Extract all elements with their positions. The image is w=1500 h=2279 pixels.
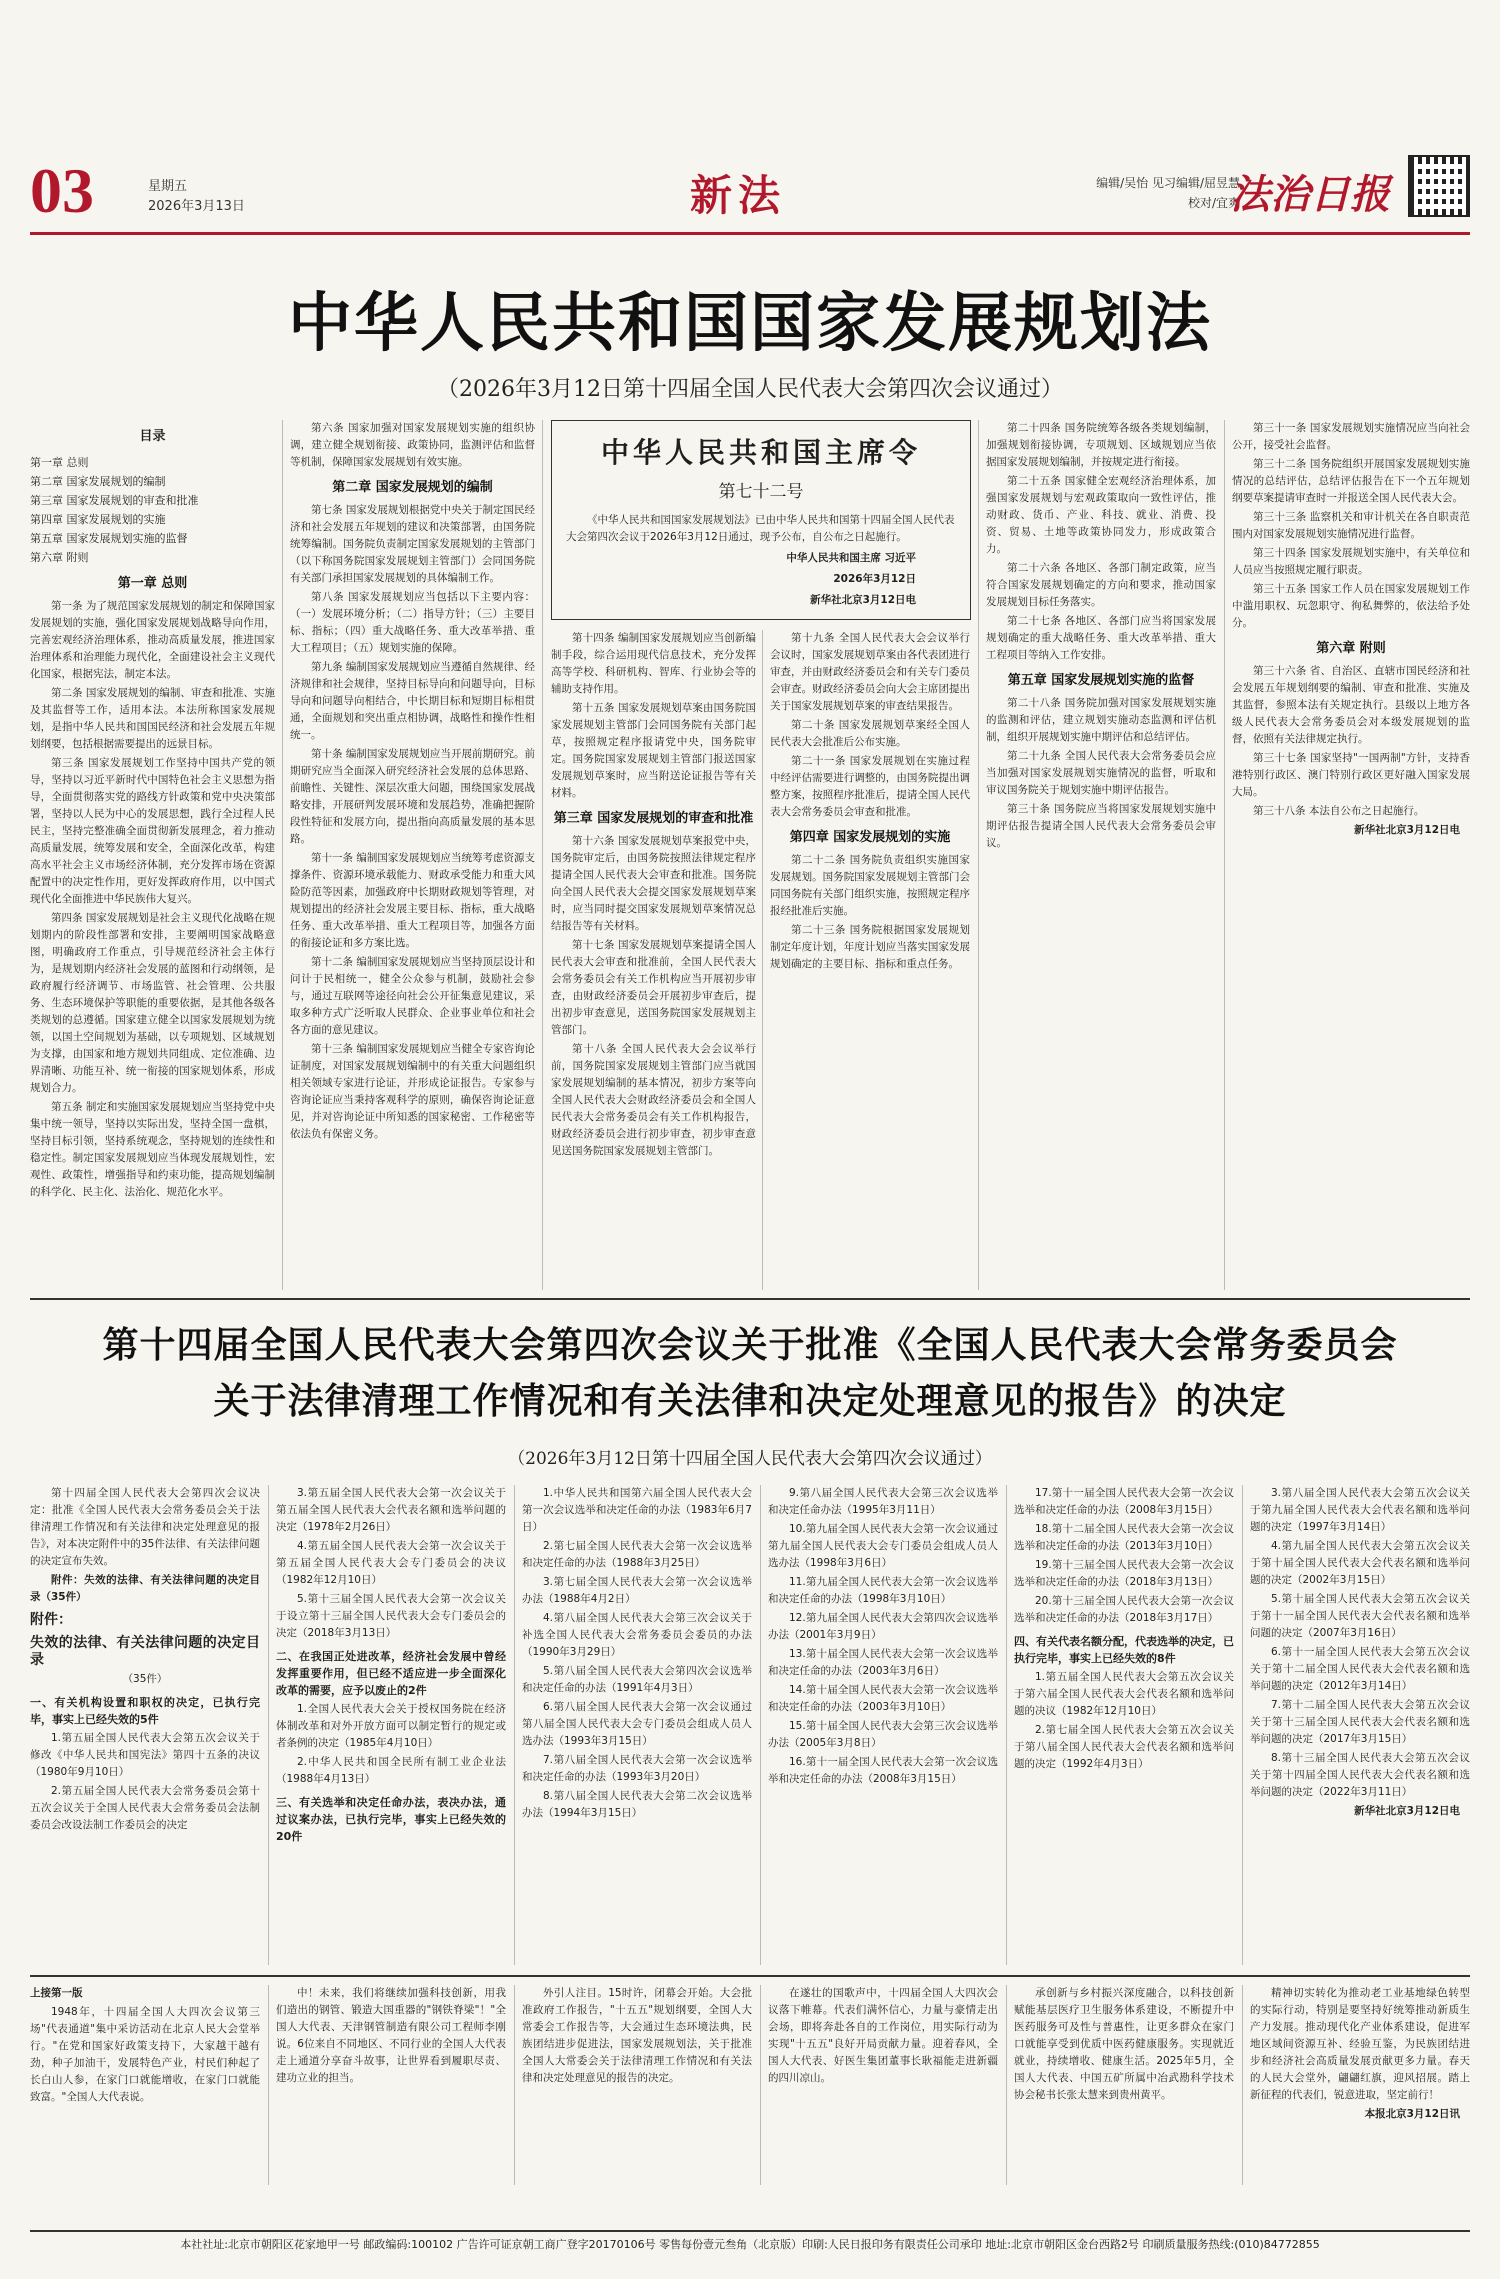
annex-item: 2.第七届全国人民代表大会第五次会议关于第八届全国人民代表大会代表名额和选举问题的决定（1992年4月3日）	[1014, 1724, 1234, 1770]
article: 第二十六条 各地区、各部门制定政策，应当符合国家发展规划确定的方向和要求，推动国家发展规划目标任务落实。	[986, 562, 1216, 608]
chapter-heading: 第二章 国家发展规划的编制	[332, 480, 493, 495]
annex-item: 1.第五届全国人民代表大会第五次会议关于修改《中华人民共和国宪法》第四十五条的决议（1980年9月10日）	[30, 1732, 260, 1778]
column-divider	[760, 1985, 761, 2185]
story-paragraph: 外引人注目。15时许，闭幕会开始。大会批准政府工作报告，"十五五"规划纲要，全国人大常委会工作报告等，大会通过生态环境法典，民族团结进步促进法，国家发展规划法，关于批准全国人大常委会关于法律清理工作情况和有关法律和决定处理意见的报告的决定。	[522, 1987, 752, 2084]
annex-item: 7.第八届全国人民代表大会第一次会议选举和决定任命的办法（1993年3月20日）	[522, 1754, 752, 1783]
article: 第二十二条 国务院负责组织实施国家发展规划。国务院国家发展规划主管部门会同国务院有关部门组织实施，按照规定程序报经批准后实施。	[770, 854, 970, 917]
toc-item: 第三章 国家发展规划的审查和批准	[30, 494, 199, 507]
annex-item: 17.第十一届全国人民代表大会第一次会议选举和决定任命的办法（2008年3月15日）	[1014, 1487, 1234, 1516]
law-column-2	[290, 420, 535, 1290]
story-column-2	[276, 1985, 506, 2185]
article: 第一条 为了规范国家发展规划的制定和保障国家发展规划的实施，强化国家发展规划战略导向作用，完善宏观经济治理体系，推动高质量发展，推进国家治理体系和治理能力现代化，全面建设社会主义现代化国家，根据宪法，制定本法。	[30, 600, 275, 680]
annex-count: （35件）	[122, 1673, 168, 1685]
editors-line: 编辑/吴怡 见习编辑/屈昱慧	[1096, 176, 1240, 190]
article: 第十三条 编制国家发展规划应当健全专家咨询论证制度，对国家发展规划编制中的有关重大问题组织相关领域专家进行论证，并形成论证报告。专家参与咨询论证应当秉持客观科学的原则，确保咨询论证意见，并对咨询论证中所知悉的国家秘密、工作秘密等依法负有保密义务。	[290, 1043, 535, 1140]
issue-info	[148, 177, 245, 217]
annex-item: 1.第五届全国人民代表大会第五次会议关于第六届全国人民代表大会代表名额和选举问题的决议（1982年12月10日）	[1014, 1671, 1234, 1717]
annex-item: 8.第八届全国人民代表大会第二次会议选举办法（1994年3月15日）	[522, 1790, 752, 1819]
article: 第十六条 国家发展规划草案报党中央，国务院审定后，由国务院按照法律规定程序提请全国人民代表大会审查和批准。国务院向全国人民代表大会提交国家发展规划草案时，应当同时提交国家发展规划草案情况总结报告等有关材料。	[551, 835, 756, 932]
law-body	[30, 420, 1470, 1290]
decision-title-line-1: 第十四届全国人民代表大会第四次会议关于批准《全国人民代表大会常务委员会	[102, 1324, 1398, 1366]
article: 第十一条 编制国家发展规划应当统筹考虑资源支撑条件、资源环境承载能力、财政承受能力和重大风险防范等因素，加强政府中长期财政规划等管理，对规划提出的经济社会发展主要目标、指标，重大战略任务、重大改革举措、重大工程项目等，加强各方面的衔接论证和多方案比选。	[290, 852, 535, 949]
law-column-4	[770, 630, 970, 1290]
article: 第十九条 全国人民代表大会会议举行会议时，国家发展规划草案由各代表团进行审查，并由财政经济委员会和有关专门委员会审查。财政经济委员会向大会主席团提出关于国家发展规划草案的审查结果报告。	[770, 632, 970, 712]
law-subtitle: （2026年3月12日第十四届全国人民代表大会第四次会议通过）	[437, 377, 1063, 402]
decision-column-3	[522, 1485, 752, 1965]
annex-item: 7.第十二届全国人民代表大会第五次会议关于第十三届全国人民代表大会代表名额和选举问题的决定（2017年3月15日）	[1250, 1699, 1470, 1745]
annex-item: 15.第十届全国人民代表大会第三次会议选举办法（2005年3月8日）	[768, 1720, 998, 1749]
issue-date: 2026年3月13日	[148, 199, 245, 214]
publisher-footer: 本社社址:北京市朝阳区花家地甲一号 邮政编码:100102 广告许可证京朝工商广登字20170106号 零售每份壹元叁角（北京版）印刷:人民日报印务有限责任公司承印 地址:北京市朝阳区金台西路2号 印刷质量服务热线:(010)84772855	[30, 2230, 1470, 2260]
dateline: 新华社北京3月12日电	[1354, 1805, 1460, 1817]
annex-item: 3.第八届全国人民代表大会第五次会议关于第九届全国人民代表大会代表名额和选举问题的决定（1997年3月14日）	[1250, 1487, 1470, 1533]
story-paragraph: 在遂壮的国歌声中，十四届全国人大四次会议落下帷幕。代表们满怀信心，力量与豪情走出会场，即将奔赴各自的工作岗位，用实际行动为实现"十五五"良好开局贡献力量。迎着春风，全国人大代表、好医生集团董事长耿福能走进新疆的四川凉山。	[768, 1987, 998, 2084]
annex-item: 2.第五届全国人民代表大会常务委员会第十五次会议关于全国人民代表大会常务委员会法制委员会改设法制工作委员会的决定	[30, 1785, 260, 1831]
annex-item: 9.第八届全国人民代表大会第三次会议选举和决定任命办法（1995年3月11日）	[768, 1487, 998, 1516]
article: 第三条 国家发展规划工作坚持中国共产党的领导，坚持以习近平新时代中国特色社会主义思想为指导，全面贯彻落实党的路线方针政策和党中央决策部署，坚持以人民为中心的发展思想，践行全过程人民民主，坚持完整准确全面贯彻新发展理念，着力推动高质量发展，统筹发展和安全，全面深化改革，构建高水平社会主义市场经济体制，充分发挥市场在资源配置中的决定性作用，更好发挥政府作用，以中国式现代化全面推进中华民族伟大复兴。	[30, 757, 275, 905]
toc-item: 第六章 附则	[30, 551, 89, 564]
column-divider	[1242, 1985, 1243, 2185]
annex-item: 6.第八届全国人民代表大会第一次会议通过第八届全国人民代表大会专门委员会组成人员人选办法（1993年3月15日）	[522, 1701, 752, 1747]
article: 第三十五条 国家工作人员在国家发展规划工作中滥用职权、玩忽职守、徇私舞弊的，依法给予处分。	[1232, 583, 1470, 629]
annex-item: 5.第十三届全国人民代表大会第一次会议关于设立第十三届全国人民代表大会专门委员会的决定（2018年3月13日）	[276, 1593, 506, 1639]
article: 第二十一条 国家发展规划在实施过程中经评估需要进行调整的，由国务院提出调整方案，按照程序批准后，提请全国人民代表大会常务委员会审查和批准。	[770, 755, 970, 818]
law-title: 中华人民共和国国家发展规划法	[288, 286, 1212, 361]
order-dateline: 新华社北京3月12日电	[810, 594, 916, 606]
annex-part-heading: 四、有关代表名额分配，代表选举的决定，已执行完毕，事实上已经失效的8件	[1014, 1635, 1234, 1665]
article: 第三十三条 监察机关和审计机关在各自职责范围内对国家发展规划实施情况进行监督。	[1232, 511, 1470, 540]
decision-body	[30, 1485, 1470, 1965]
story-column-3	[522, 1985, 752, 2185]
dateline: 本报北京3月12日讯	[1364, 2108, 1460, 2120]
article: 第六条 国家加强对国家发展规划实施的组织协调，建立健全规划衔接、政策协同，监测评估和监督等机制，保障国家发展规划有效实施。	[290, 422, 535, 468]
section-name: 新法	[690, 171, 787, 220]
decision-column-1	[30, 1485, 260, 1965]
article: 第十四条 编制国家发展规划应当创新编制手段，综合运用现代信息技术，充分发挥高等学校、科研机构、智库、行业协会等的辅助支持作用。	[551, 632, 756, 695]
annex-part-heading: 一、有关机构设置和职权的决定，已执行完毕，事实上已经失效的5件	[30, 1696, 260, 1726]
chapter-heading: 第三章 国家发展规划的审查和批准	[553, 811, 754, 826]
chapter-heading: 第四章 国家发展规划的实施	[789, 830, 951, 845]
decision-column-5	[1014, 1485, 1234, 1965]
story-column-5	[1014, 1985, 1234, 2185]
article: 第二条 国家发展规划的编制、审查和批准、实施及其监督等工作，适用本法。本法所称国家发展规划，是指中华人民共和国国民经济和社会发展五年规划纲要，包括根据需要提出的远景目标。	[30, 687, 275, 750]
article: 第十八条 全国人民代表大会会议举行前，国务院国家发展规划主管部门应当就国家发展规划编制的基本情况，初步方案等向全国人民代表大会财政经济委员会和全国人民代表大会常务委员会有关工作机构报告，财政经济委员会进行初步审查，初步审查意见送国务院国家发展规划主管部门。	[551, 1043, 756, 1157]
continued-story	[30, 1985, 1470, 2185]
toc-item: 第四章 国家发展规划的实施	[30, 513, 166, 526]
column-divider	[762, 630, 763, 1290]
annex-item: 19.第十三届全国人民代表大会第一次会议选举和决定任命的办法（2018年3月13日）	[1014, 1559, 1234, 1588]
annex-part-heading: 二、在我国正处进改革，经济社会发展中曾经发挥重要作用，但已经不适应进一步全面深化改革的需要，应予以废止的2件	[276, 1650, 506, 1697]
column-divider	[514, 1485, 515, 1965]
editors	[1096, 173, 1240, 213]
column-divider	[1242, 1485, 1243, 1965]
annex-item: 3.第五届全国人民代表大会第一次会议关于第五届全国人民代表大会代表名额和选举问题的决定（1978年2月26日）	[276, 1487, 506, 1533]
annex-item: 4.第九届全国人民代表大会第五次会议关于第十届全国人民代表大会代表名额和选举问题的决定（2002年3月15日）	[1250, 1540, 1470, 1586]
qr-code-icon	[1408, 155, 1470, 217]
toc-item: 第二章 国家发展规划的编制	[30, 475, 166, 488]
article: 第五条 制定和实施国家发展规划应当坚持党中央集中统一领导，坚持以实际出发，坚持全国一盘棋，坚持目标引领，坚持系统观念，坚持规划的连续性和稳定性。制定国家发展规划应当体现发展规划性，宏观性、政策性，增强指导和约束功能，提高规划编制的科学化、民主化、法治化、规范化水平。	[30, 1101, 275, 1198]
order-date: 2026年3月12日	[833, 573, 916, 585]
annex-item: 4.第五届全国人民代表大会第一次会议关于第五届全国人民代表大会专门委员会的决议（1982年12月10日）	[276, 1540, 506, 1586]
chapter-heading: 第一章 总则	[117, 576, 188, 591]
toc-heading: 目录	[139, 429, 166, 444]
law-column-1	[30, 420, 275, 1290]
decision-column-6	[1250, 1485, 1470, 1965]
column-divider	[268, 1985, 269, 2185]
article: 第二十五条 国家健全宏观经济治理体系，加强国家发展规划与宏观政策取向一致性评估，推动财政、货币、产业、科技、就业、消费、投资、贸易、土地等政策协同发力，形成政策合力。	[986, 475, 1216, 555]
article: 第二十四条 国务院统筹各级各类规划编制，加强规划衔接协调，专项规划、区域规划应当依据国家发展规划编制，并按规定进行衔接。	[986, 422, 1216, 468]
article: 第十五条 国家发展规划草案由国务院国家发展规划主管部门会同国务院有关部门起草，按照规定程序报请党中央，国务院审定。国务院国家发展规划主管部门报送国家发展规划草案时，应当附送论证报告等有关材料。	[551, 702, 756, 799]
toc-item: 第一章 总则	[30, 456, 89, 469]
column-divider	[268, 1485, 269, 1965]
story-paragraph: 1948年，十四届全国人大四次会议第三场"代表通道"集中采访活动在北京人民大会堂举行。"在党和国家好政策支持下，大家越干越有劲，种子加油干，发展特色产业，村民们种起了长白山人参，在家门口就能增收，在家门口就能致富。"全国人大代表说。	[30, 2006, 260, 2103]
annex-item: 12.第九届全国人民代表大会第四次会议选举办法（2001年3月9日）	[768, 1612, 998, 1641]
annex-title: 失效的法律、有关法律问题的决定目录	[30, 1635, 260, 1668]
column-divider	[760, 1485, 761, 1965]
annex-item: 10.第九届全国人民代表大会第一次会议通过第九届全国人民代表大会专门委员会组成人员人选办法（1998年3月6日）	[768, 1523, 998, 1569]
article: 第二十三条 国务院根据国家发展规划制定年度计划，年度计划应当落实国家发展规划确定的主要目标、指标和重点任务。	[770, 924, 970, 970]
chapter-heading: 第六章 附则	[1316, 641, 1386, 656]
annex-label: 附件：	[30, 1612, 72, 1628]
article: 第四条 国家发展规划是社会主义现代化战略在规划期内的阶段性部署和安排，主要阐明国家战略意图，明确政府工作重点，引导规范经济社会主体行为，是规划期内经济社会发展的蓝图和行动纲领，是政府履行经济调节、市场监管、社会管理、公共服务、生态环境保护等职能的重要依据，是其他各级各类规划的总遵循。国家建立健全以国家发展规划为统领，以国土空间规划为基础，以专项规划、区域规划为支撑，由国家和地方规划共同组成、定位准确、边界清晰、功能互补、统一衔接的国家规划体系，形成规划合力。	[30, 912, 275, 1094]
column-divider	[514, 1985, 515, 2185]
article: 第二十九条 全国人民代表大会常务委员会应当加强对国家发展规划实施情况的监督，听取和审议国务院关于规划实施中期评估报告。	[986, 750, 1216, 796]
column-divider	[978, 420, 979, 1290]
order-text: 《中华人民共和国国家发展规划法》已由中华人民共和国第十四届全国人民代表大会第四次会议于2026年3月12日通过，现予公布，自公布之日起施行。	[566, 514, 955, 543]
article: 第十条 编制国家发展规划应当开展前期研究。前期研究应当全面深入研究经济社会发展的总体思路、前瞻性、关键性、深层次重大问题，围绕国家发展战略安排，开展研判发展环境和发展趋势，准确把握阶段性特征和发展方向，提出指向高质量发展的基本思路。	[290, 748, 535, 845]
column-divider	[1224, 420, 1225, 1290]
article: 第三十七条 国家坚持"一国两制"方针，支持香港特别行政区、澳门特别行政区更好融入国家发展大局。	[1232, 752, 1470, 798]
story-column-4	[768, 1985, 998, 2185]
story-column-1	[30, 1985, 260, 2185]
attachment-note: 附件：失效的法律、有关法律问题的决定目录（35件）	[30, 1574, 260, 1603]
continued-label: 上接第一版	[30, 1987, 83, 1999]
annex-item: 3.第七届全国人民代表大会第一次会议选举办法（1988年4月2日）	[522, 1576, 752, 1605]
annex-item: 4.第八届全国人民代表大会第三次会议关于补选全国人民代表大会常务委员会委员的办法（1990年3月29日）	[522, 1612, 752, 1658]
order-signer: 中华人民共和国主席 习近平	[786, 552, 916, 564]
annex-item: 20.第十三届全国人民代表大会第一次会议选举和决定任命的办法（2018年3月17日）	[1014, 1595, 1234, 1624]
article: 第九条 编制国家发展规划应当遵循自然规律、经济规律和社会规律，坚持目标导向和问题导向，目标导向和问题导向相结合，中长期目标和短期目标相贯通，全面规划和突出重点相协调，战略性和操作性相统一。	[290, 661, 535, 741]
chapter-heading: 第五章 国家发展规划实施的监督	[1007, 673, 1195, 688]
presidential-order-box	[551, 420, 971, 620]
section-divider	[30, 1975, 1470, 1977]
story-column-6	[1250, 1985, 1470, 2185]
toc-item: 第五章 国家发展规划实施的监督	[30, 532, 188, 545]
law-column-3	[551, 630, 756, 1290]
article: 第三十二条 国务院组织开展国家发展规划实施情况的总结评估，总结评估报告在下一个五年规划纲要草案提请审查时一并报送全国人民代表大会。	[1232, 458, 1470, 504]
decision-title-line-2: 关于法律清理工作情况和有关法律和决定处理意见的报告》的决定	[213, 1380, 1287, 1422]
column-divider	[1006, 1485, 1007, 1965]
masthead	[30, 155, 1470, 235]
story-paragraph: 承创新与乡村振兴深度融合，以科技创新赋能基层医疗卫生服务体系建设，不断提升中医药服务可及性与普惠性，让更多群众在家门口就能享受到优质中医药健康服务。实现就近就业，持续增收、健康生活。2025年5月，全国人大代表、中国五矿所属中冶武勘科学技术协会秘书长张太慧来到贵州黄平。	[1014, 1987, 1234, 2101]
article: 第二十条 国家发展规划草案经全国人民代表大会批准后公布实施。	[770, 719, 970, 748]
column-divider	[542, 420, 543, 1290]
dateline: 新华社北京3月12日电	[1354, 824, 1460, 836]
law-column-5	[986, 420, 1216, 1290]
annex-item: 2.中华人民共和国全民所有制工业企业法（1988年4月13日）	[276, 1756, 506, 1785]
article: 第十二条 编制国家发展规划应当坚持顶层设计和问计于民相统一，健全公众参与机制，鼓励社会参与，通过互联网等途径向社会公开征集意见建议，采取多种方式广泛听取人民群众、企业事业单位和社会各方面的意见建议。	[290, 956, 535, 1036]
annex-part-heading: 三、有关选举和决定任命办法，表决办法，通过议案办法，已执行完毕，事实上已经失效的20件	[276, 1796, 506, 1843]
article: 第三十八条 本法自公布之日起施行。	[1253, 805, 1425, 817]
annex-item: 5.第十届全国人民代表大会第五次会议关于第十一届全国人民代表大会代表名额和选举问题的决定（2007年3月16日）	[1250, 1593, 1470, 1639]
page-number: 03	[30, 155, 94, 226]
article: 第三十四条 国家发展规划实施中，有关单位和人员应当按照规定履行职责。	[1232, 547, 1470, 576]
column-divider	[1006, 1985, 1007, 2185]
decision-subtitle: （2026年3月12日第十四届全国人民代表大会第四次会议通过）	[508, 1449, 992, 1469]
section-divider	[30, 1298, 1470, 1300]
law-column-6	[1232, 420, 1470, 1290]
order-number: 第七十二号	[718, 482, 804, 502]
story-paragraph: 中！未来，我们将继续加强科技创新，用我们造出的钢管、锻造大国重器的"钢铁脊梁"！"全国人大代表、天津钢管制造有限公司工程师李刚说。6位来自不同地区、不同行业的全国人大代表走上通道分享奋斗故事，让世界看到履职尽责、建功立业的担当。	[276, 1987, 506, 2084]
decision-intro: 第十四届全国人民代表大会第四次会议决定：批准《全国人民代表大会常务委员会关于法律清理工作情况和有关法律和决定处理意见的报告》，对本决定附件中的35件法律、有关法律问题的决定宣布失效。	[30, 1487, 260, 1567]
annex-item: 16.第十一届全国人民代表大会第一次会议选举和决定任命的办法（2008年3月15日）	[768, 1756, 998, 1785]
article: 第三十条 国务院应当将国家发展规划实施中期评估报告提请全国人民代表大会常务委员会审议。	[986, 803, 1216, 849]
article: 第三十一条 国家发展规划实施情况应当向社会公开，接受社会监督。	[1232, 422, 1470, 451]
newspaper-logo: 法治日报	[1230, 171, 1390, 218]
article: 第八条 国家发展规划应当包括以下主要内容：（一）发展环境分析；（二）指导方针；（三）主要目标、指标；（四）重大战略任务、重大改革举措、重大工程项目；（五）规划实施的保障。	[290, 591, 535, 654]
annex-item: 5.第八届全国人民代表大会第四次会议选举和决定任命的办法（1991年4月3日）	[522, 1665, 752, 1694]
column-divider	[282, 420, 283, 1290]
annex-item: 13.第十届全国人民代表大会第一次会议选举和决定任命的办法（2003年3月6日）	[768, 1648, 998, 1677]
annex-item: 6.第十一届全国人民代表大会第五次会议关于第十二届全国人民代表大会代表名额和选举问题的决定（2012年3月14日）	[1250, 1646, 1470, 1692]
decision-column-4	[768, 1485, 998, 1965]
article: 第十七条 国家发展规划草案提请全国人民代表大会审查和批准前，全国人民代表大会常务委员会有关工作机构应当开展初步审查，由财政经济委员会开展初步审查后，提出初步审查意见，送国务院国家发展规划主管部门。	[551, 939, 756, 1036]
annex-item: 8.第十三届全国人民代表大会第五次会议关于第十四届全国人民代表大会代表名额和选举问题的决定（2022年3月11日）	[1250, 1752, 1470, 1798]
article: 第二十七条 各地区、各部门应当将国家发展规划确定的重大战略任务、重大改革举措、重大工程项目等纳入工作安排。	[986, 615, 1216, 661]
annex-item: 2.第七届全国人民代表大会第一次会议选举和决定任命的办法（1988年3月25日）	[522, 1540, 752, 1569]
annex-item: 1.中华人民共和国第六届全国人民代表大会第一次会议选举和决定任命的办法（1983年6月7日）	[522, 1487, 752, 1533]
article: 第三十六条 省、自治区、直辖市国民经济和社会发展五年规划纲要的编制、审查和批准、实施及其监督，参照本法有关规定执行。县级以上地方各级人民代表大会常务委员会对本级发展规划的监督，依照有关法律规定执行。	[1232, 665, 1470, 745]
article: 第二十八条 国务院加强对国家发展规划实施的监测和评估，建立规划实施动态监测和评估机制，组织开展规划实施中期评估和总结评估。	[986, 697, 1216, 743]
weekday: 星期五	[148, 179, 188, 194]
annex-item: 11.第九届全国人民代表大会第一次会议选举和决定任命的办法（1998年3月10日）	[768, 1576, 998, 1605]
order-title: 中华人民共和国主席令	[600, 436, 921, 469]
annex-item: 18.第十二届全国人民代表大会第一次会议选举和决定任命的办法（2013年3月10日）	[1014, 1523, 1234, 1552]
annex-item: 14.第十届全国人民代表大会第一次会议选举和决定任命的办法（2003年3月10日）	[768, 1684, 998, 1713]
article: 第七条 国家发展规划根据党中央关于制定国民经济和社会发展五年规划的建议和决策部署，由国务院统筹编制。国务院负责制定国家发展规划的主管部门（以下称国务院国家发展规划主管部门）会同国务院有关部门承担国家发展规划的具体编制工作。	[290, 504, 535, 584]
decision-column-2	[276, 1485, 506, 1965]
annex-item: 1.全国人民代表大会关于授权国务院在经济体制改革和对外开放方面可以制定暂行的规定或者条例的决定（1985年4月10日）	[276, 1703, 506, 1749]
story-paragraph: 精神切实转化为推动老工业基地绿色转型的实际行动，特别是要坚持好统筹推动新质生产力发展。推动现代化产业体系建设，促进军地区域间资源互补、经验互鉴，为民族团结进步和经济社会高质量发展贡献更多力量。春天的人民大会堂外，翩翩红旗，迎风招展。踏上新征程的代表们，锐意进取，坚定前行！	[1250, 1987, 1470, 2101]
proofreader-line: 校对/宜爽	[1187, 196, 1240, 210]
